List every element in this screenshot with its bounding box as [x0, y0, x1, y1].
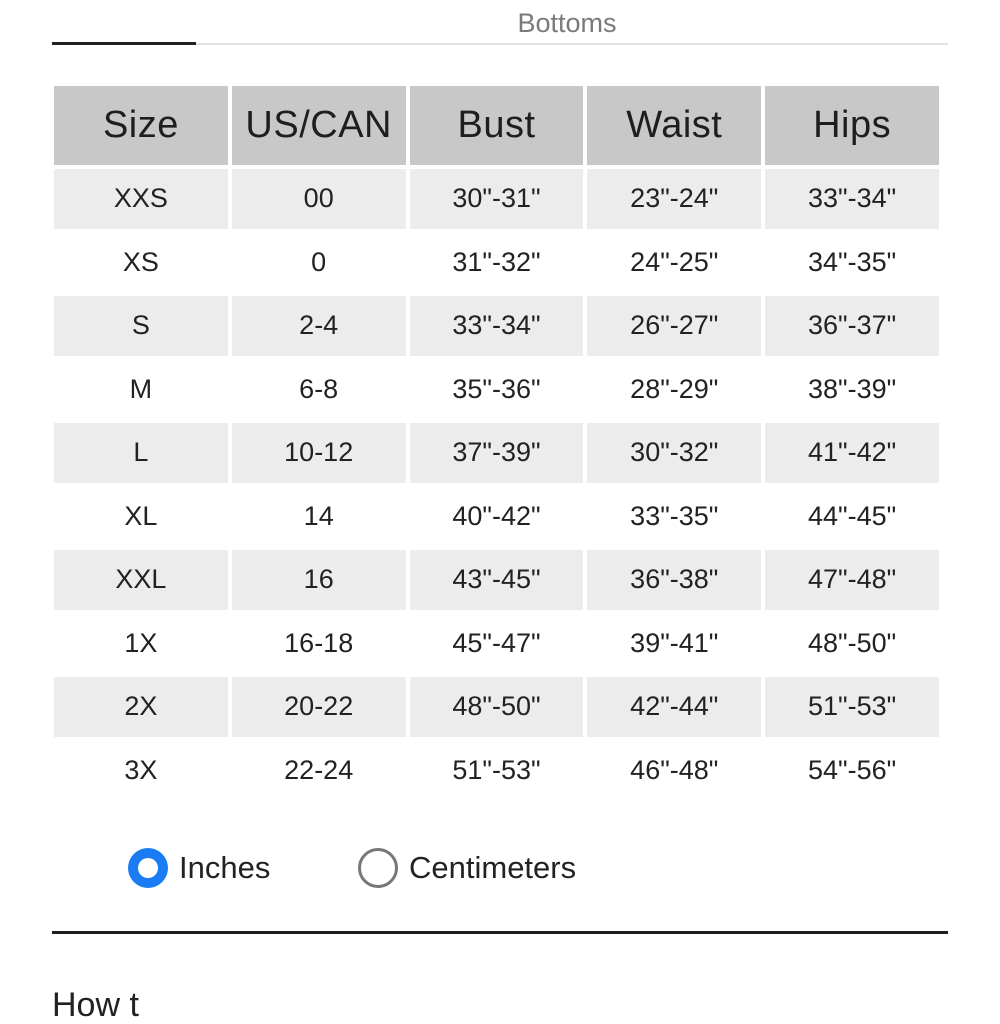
tab-active-indicator [52, 42, 196, 45]
section-divider [52, 931, 948, 934]
unit-toggle [128, 840, 688, 896]
cell-hips: 47"-48" [765, 550, 939, 610]
cell-size: M [129, 373, 153, 404]
cell-size: XS [122, 246, 159, 277]
table-row [54, 550, 939, 610]
table-row [54, 296, 939, 356]
cell-us-can: 00 [232, 169, 406, 229]
tab-bottoms[interactable]: Bottoms [517, 8, 617, 38]
category-tabs [52, 0, 948, 46]
cell-bust: 30"-31" [410, 169, 584, 229]
cell-waist: 30"-32" [587, 423, 761, 483]
cell-waist: 28"-29" [630, 373, 719, 404]
cell-size: XXL [54, 550, 228, 610]
size-chart-table [50, 82, 943, 804]
table-body [54, 169, 939, 800]
cell-bust: 48"-50" [410, 677, 584, 737]
cell-bust: 35"-36" [452, 373, 541, 404]
cell-us-can: 6-8 [299, 373, 339, 404]
cell-hips: 36"-37" [765, 296, 939, 356]
cell-us-can: 0 [311, 246, 327, 277]
inches-radio[interactable] [128, 848, 168, 888]
cell-waist: 42"-44" [587, 677, 761, 737]
cell-waist: 33"-35" [630, 500, 719, 531]
cell-bust: 51"-53" [452, 754, 541, 785]
table-row [54, 169, 939, 229]
centimeters-radio[interactable] [358, 848, 398, 888]
header-hips: Hips [765, 86, 939, 165]
cell-us-can: 16-18 [284, 627, 354, 658]
header-size: Size [54, 86, 228, 165]
cell-size: XL [124, 500, 158, 531]
table-row [54, 741, 939, 801]
table-row [54, 360, 939, 420]
header-bust: Bust [410, 86, 584, 165]
cell-waist: 46"-48" [630, 754, 719, 785]
cell-us-can: 2-4 [232, 296, 406, 356]
cell-us-can: 22-24 [284, 754, 354, 785]
table-row [54, 423, 939, 483]
cell-waist: 39"-41" [630, 627, 719, 658]
next-section-title-text: How t [52, 986, 139, 1024]
cell-hips: 41"-42" [765, 423, 939, 483]
centimeters-option[interactable] [358, 840, 576, 896]
cell-bust: 31"-32" [452, 246, 541, 277]
cell-hips: 38"-39" [807, 373, 897, 404]
cell-hips: 33"-34" [765, 169, 939, 229]
cell-size: 2X [54, 677, 228, 737]
cell-hips: 44"-45" [807, 500, 897, 531]
cell-size: 3X [124, 754, 158, 785]
cell-us-can: 10-12 [232, 423, 406, 483]
inches-label: Inches [179, 850, 271, 885]
cell-bust: 37"-39" [410, 423, 584, 483]
centimeters-label: Centimeters [409, 850, 577, 885]
header-waist: Waist [587, 86, 761, 165]
cell-waist: 24"-25" [630, 246, 719, 277]
cell-us-can: 16 [232, 550, 406, 610]
cell-waist: 36"-38" [587, 550, 761, 610]
cell-bust: 33"-34" [410, 296, 584, 356]
cell-bust: 45"-47" [452, 627, 541, 658]
next-section-title [52, 986, 142, 1024]
cell-bust: 43"-45" [410, 550, 584, 610]
table-row [54, 677, 939, 737]
table-header-row [54, 86, 939, 165]
cell-us-can: 20-22 [232, 677, 406, 737]
cell-hips: 34"-35" [807, 246, 897, 277]
inches-option[interactable] [128, 840, 270, 896]
cell-us-can: 14 [303, 500, 334, 531]
cell-bust: 40"-42" [452, 500, 541, 531]
cell-hips: 54"-56" [807, 754, 897, 785]
cell-size: 1X [124, 627, 158, 658]
tab-active[interactable] [52, 0, 196, 44]
header-us-can: US/CAN [232, 86, 406, 165]
cell-waist: 23"-24" [587, 169, 761, 229]
cell-hips: 51"-53" [765, 677, 939, 737]
table-row [54, 614, 939, 674]
cell-size: S [54, 296, 228, 356]
cell-hips: 48"-50" [807, 627, 897, 658]
cell-waist: 26"-27" [587, 296, 761, 356]
table-row [54, 487, 939, 547]
cell-size: XXS [54, 169, 228, 229]
table-row [54, 233, 939, 293]
cell-size: L [54, 423, 228, 483]
